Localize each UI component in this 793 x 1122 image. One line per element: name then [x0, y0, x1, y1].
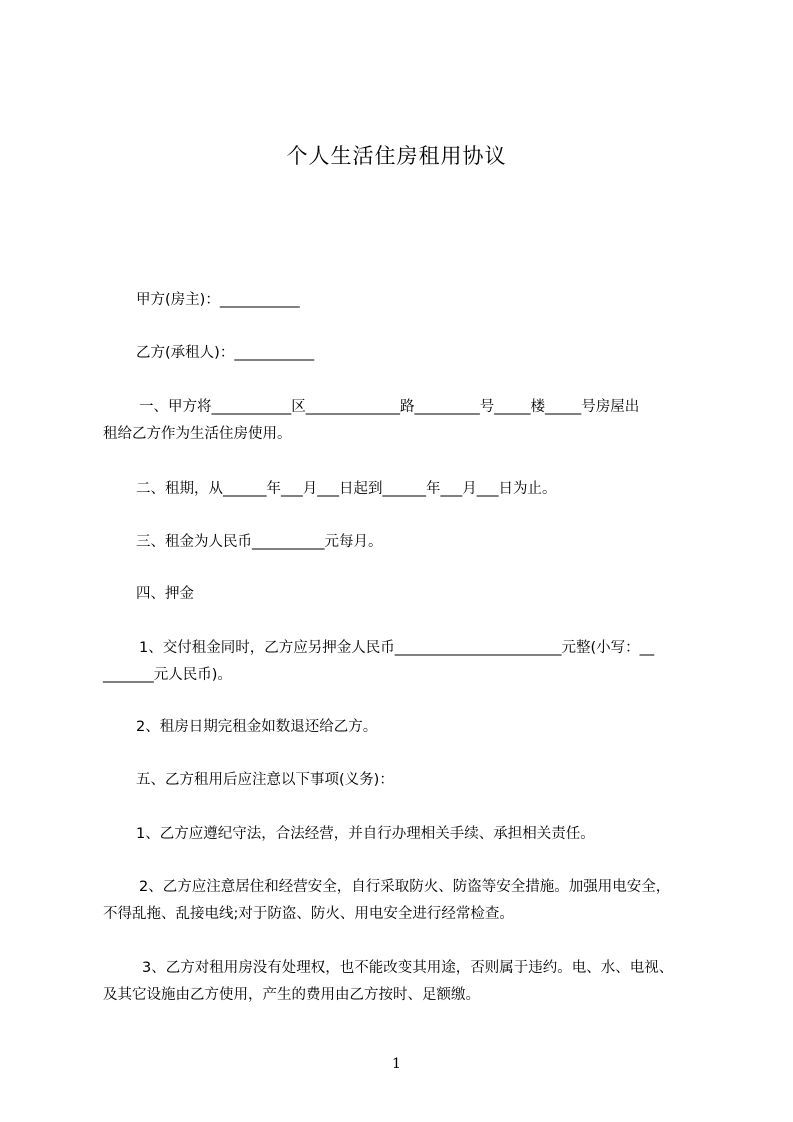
- deposit-item-1-line-1: 1、交付租金同时，乙方应另押金人民币_______________________元整(小写：__: [139, 640, 655, 656]
- duty-item-3-line-1: 3、乙方对租用房没有处理权，也不能改变其用途，否则属于违约。电、水、电视、: [142, 960, 674, 976]
- clause-5-heading: 五、乙方租用后应注意以下事项(义务)：: [136, 772, 394, 788]
- clause-1-line-2: 租给乙方作为生活住房使用。: [103, 426, 292, 442]
- duty-item-3-line-2: 及其它设施由乙方使用，产生的费用由乙方按时、足额缴。: [103, 987, 480, 1003]
- deposit-item-2-line: 2、租房日期完租金如数退还给乙方。: [136, 719, 378, 735]
- document-title: 个人生活住房租用协议: [286, 144, 507, 168]
- clause-2-line: 二、租期，从______年___月___日起到______年___月___日为止。: [136, 481, 557, 497]
- duty-item-2-line-2: 不得乱拖、乱接电线;对于防盗、防火、用电安全进行经常检查。: [103, 906, 514, 922]
- page-number: 1: [392, 1056, 401, 1072]
- clause-1-line-1: 一、甲方将___________区_____________路_________号_____楼_____号房屋出: [139, 399, 640, 415]
- deposit-item-1-line-2: _______元人民币)。: [103, 667, 232, 683]
- duty-item-2-line-1: 2、乙方应注意居住和经营安全，自行采取防火、防盗等安全措施。加强用电安全，: [139, 879, 671, 895]
- clause-3-line: 三、租金为人民币__________元每月。: [136, 534, 383, 550]
- clause-4-heading: 四、押金: [136, 586, 194, 602]
- party-b-line: 乙方(承租人)：___________: [136, 345, 315, 361]
- party-a-line: 甲方(房主)：___________: [136, 292, 300, 308]
- duty-item-1-line: 1、乙方应遵纪守法，合法经营，并自行办理相关手续、承担相关责任。: [136, 826, 595, 842]
